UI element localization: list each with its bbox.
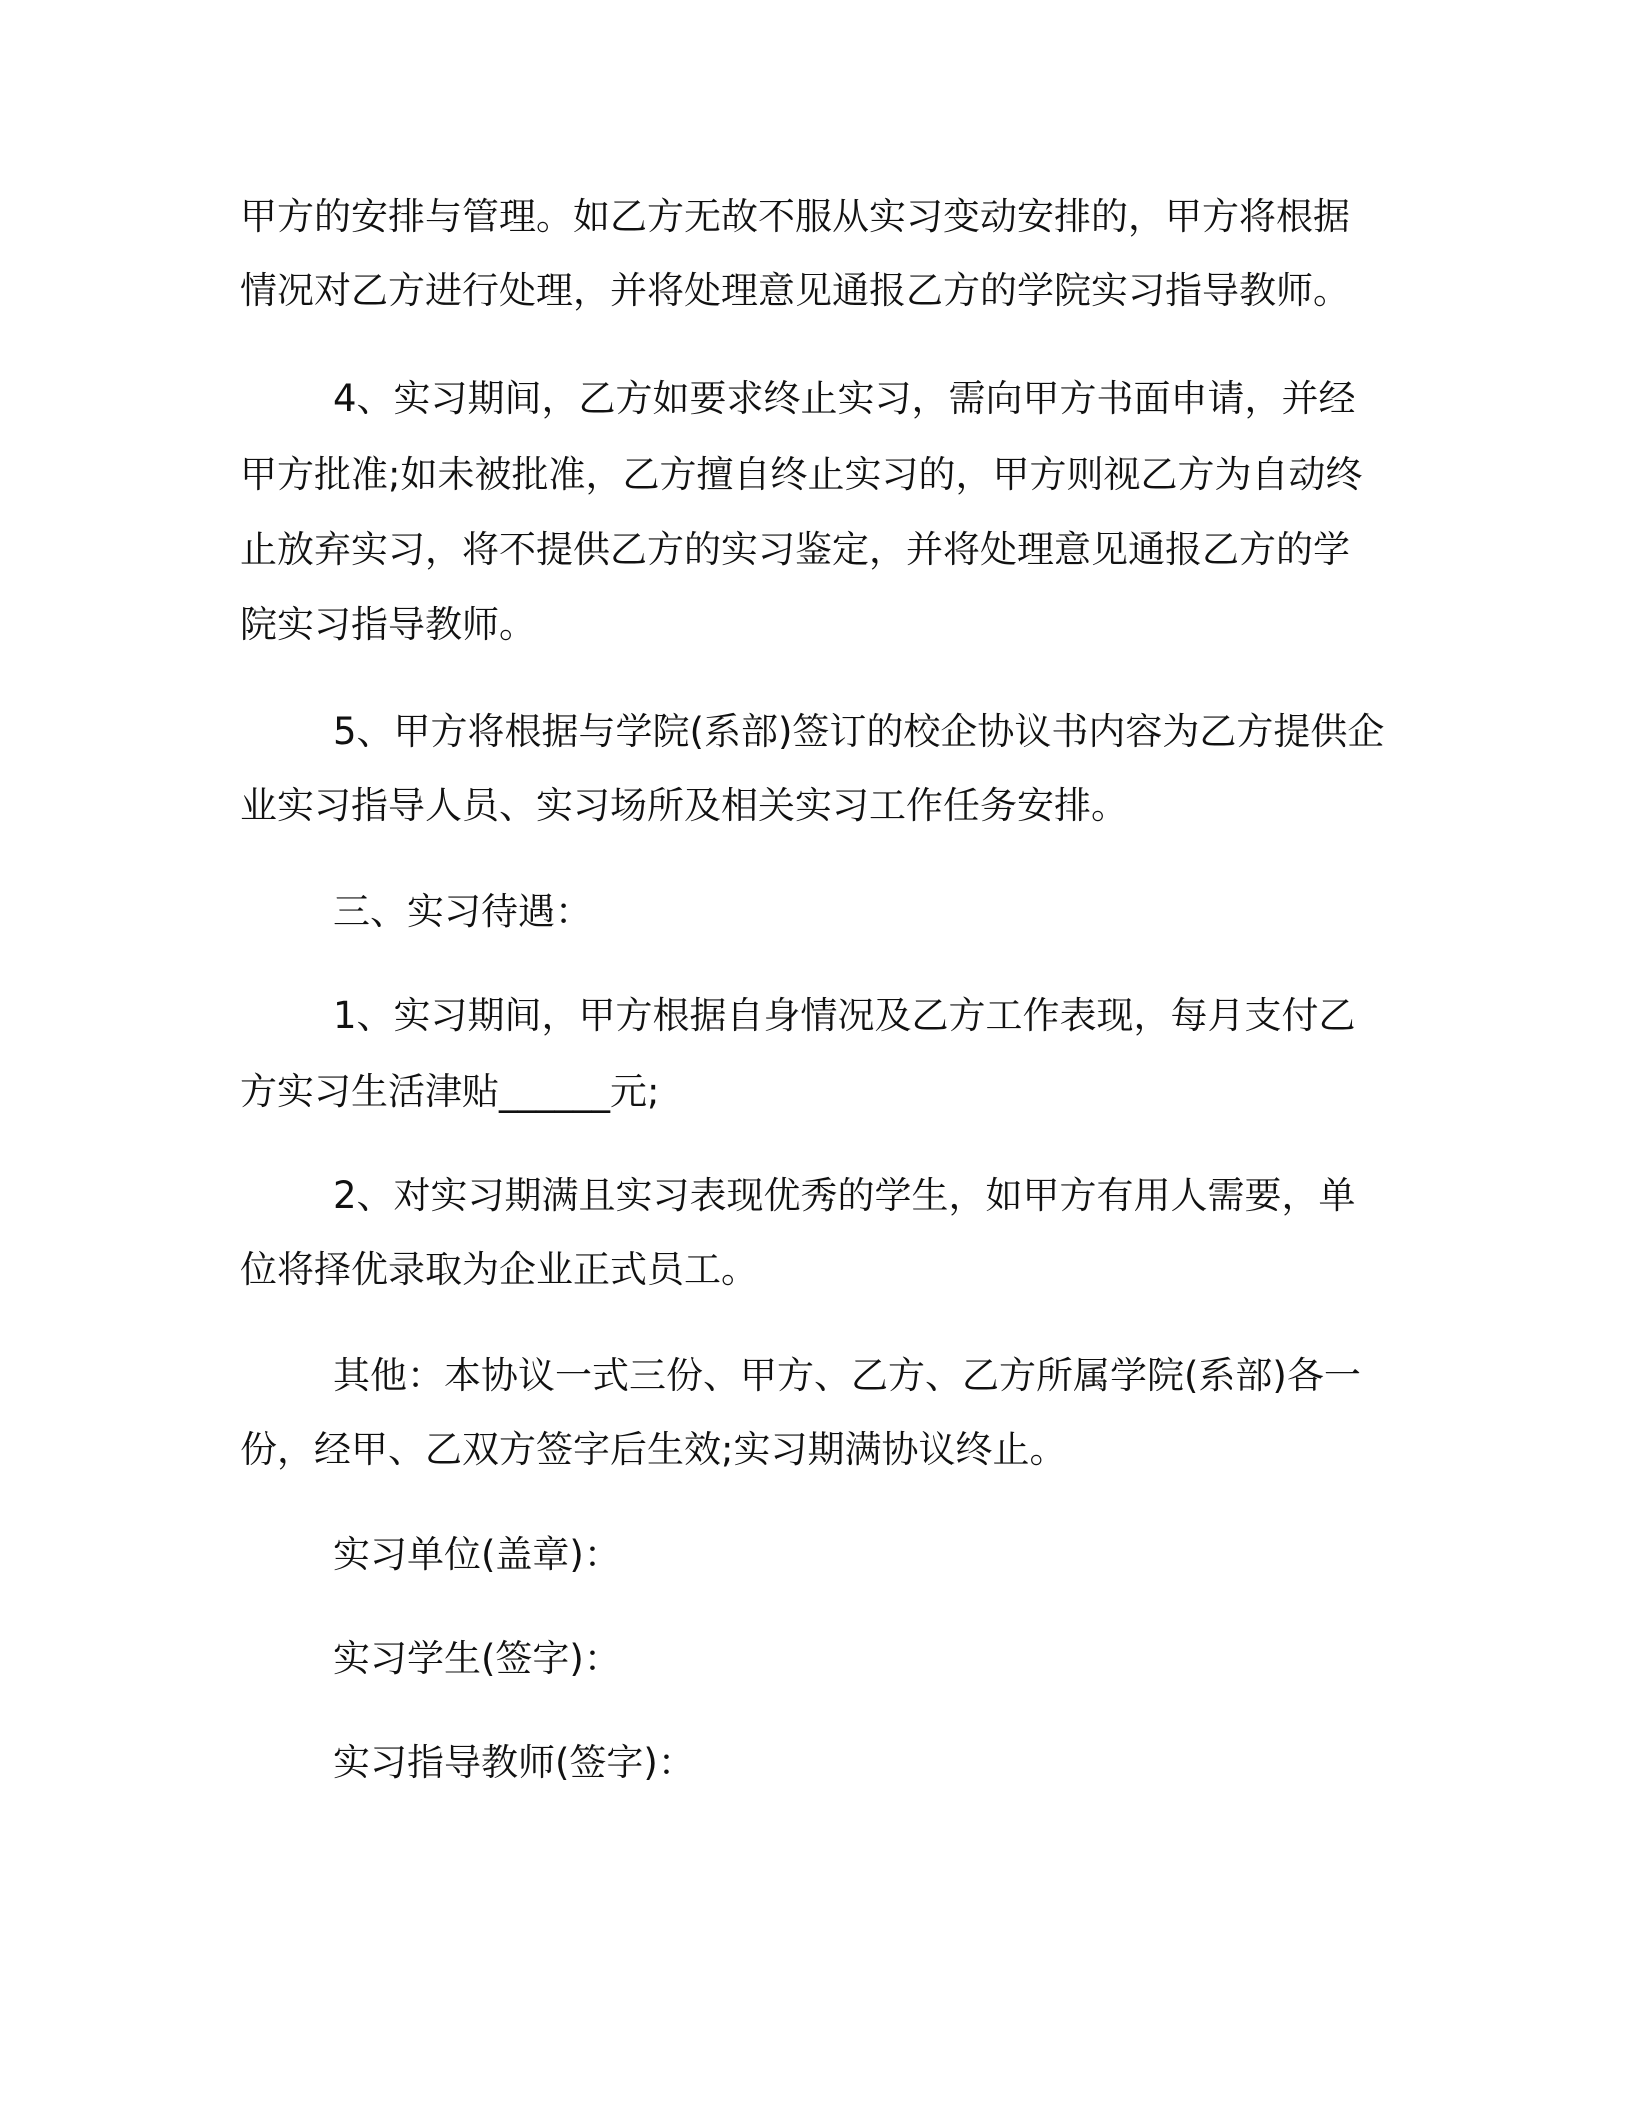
paragraph-other-line-1: 其他：本协议一式三份、甲方、乙方、乙方所属学院(系部)各一 xyxy=(333,1354,1361,1397)
paragraph-benefit-1-line-1: 1、实习期间，甲方根据自身情况及乙方工作表现，每月支付乙 xyxy=(333,994,1356,1037)
paragraph-continued-line-2: 情况对乙方进行处理，并将处理意见通报乙方的学院实习指导教师。 xyxy=(240,269,1350,312)
section-heading-benefits: 三、实习待遇： xyxy=(333,890,592,933)
paragraph-item-4-line-1: 4、实习期间，乙方如要求终止实习，需向甲方书面申请，并经 xyxy=(333,377,1356,420)
signature-unit-label: 实习单位(盖章)： xyxy=(333,1533,621,1576)
paragraph-item-5-line-1: 5、甲方将根据与学院(系部)签订的校企协议书内容为乙方提供企 xyxy=(333,710,1385,753)
paragraph-benefit-2-line-2: 位将择优录取为企业正式员工。 xyxy=(240,1248,758,1291)
paragraph-benefit-2-line-1: 2、对实习期满且实习表现优秀的学生，如甲方有用人需要，单 xyxy=(333,1174,1356,1217)
paragraph-item-4-line-2: 甲方批准;如未被批准，乙方擅自终止实习的，甲方则视乙方为自动终 xyxy=(240,453,1363,496)
paragraph-item-4-line-3: 止放弃实习，将不提供乙方的实习鉴定，并将处理意见通报乙方的学 xyxy=(240,528,1350,571)
paragraph-benefit-1-line-2: 方实习生活津贴______元; xyxy=(240,1070,660,1113)
signature-student-label: 实习学生(签字)： xyxy=(333,1637,621,1680)
paragraph-item-4-line-4: 院实习指导教师。 xyxy=(240,603,536,646)
signature-teacher-label: 实习指导教师(签字)： xyxy=(333,1741,695,1784)
paragraph-item-5-line-2: 业实习指导人员、实习场所及相关实习工作任务安排。 xyxy=(240,784,1128,827)
paragraph-continued-line-1: 甲方的安排与管理。如乙方无故不服从实习变动安排的，甲方将根据 xyxy=(240,195,1350,238)
paragraph-other-line-2: 份，经甲、乙双方签字后生效;实习期满协议终止。 xyxy=(240,1428,1067,1471)
